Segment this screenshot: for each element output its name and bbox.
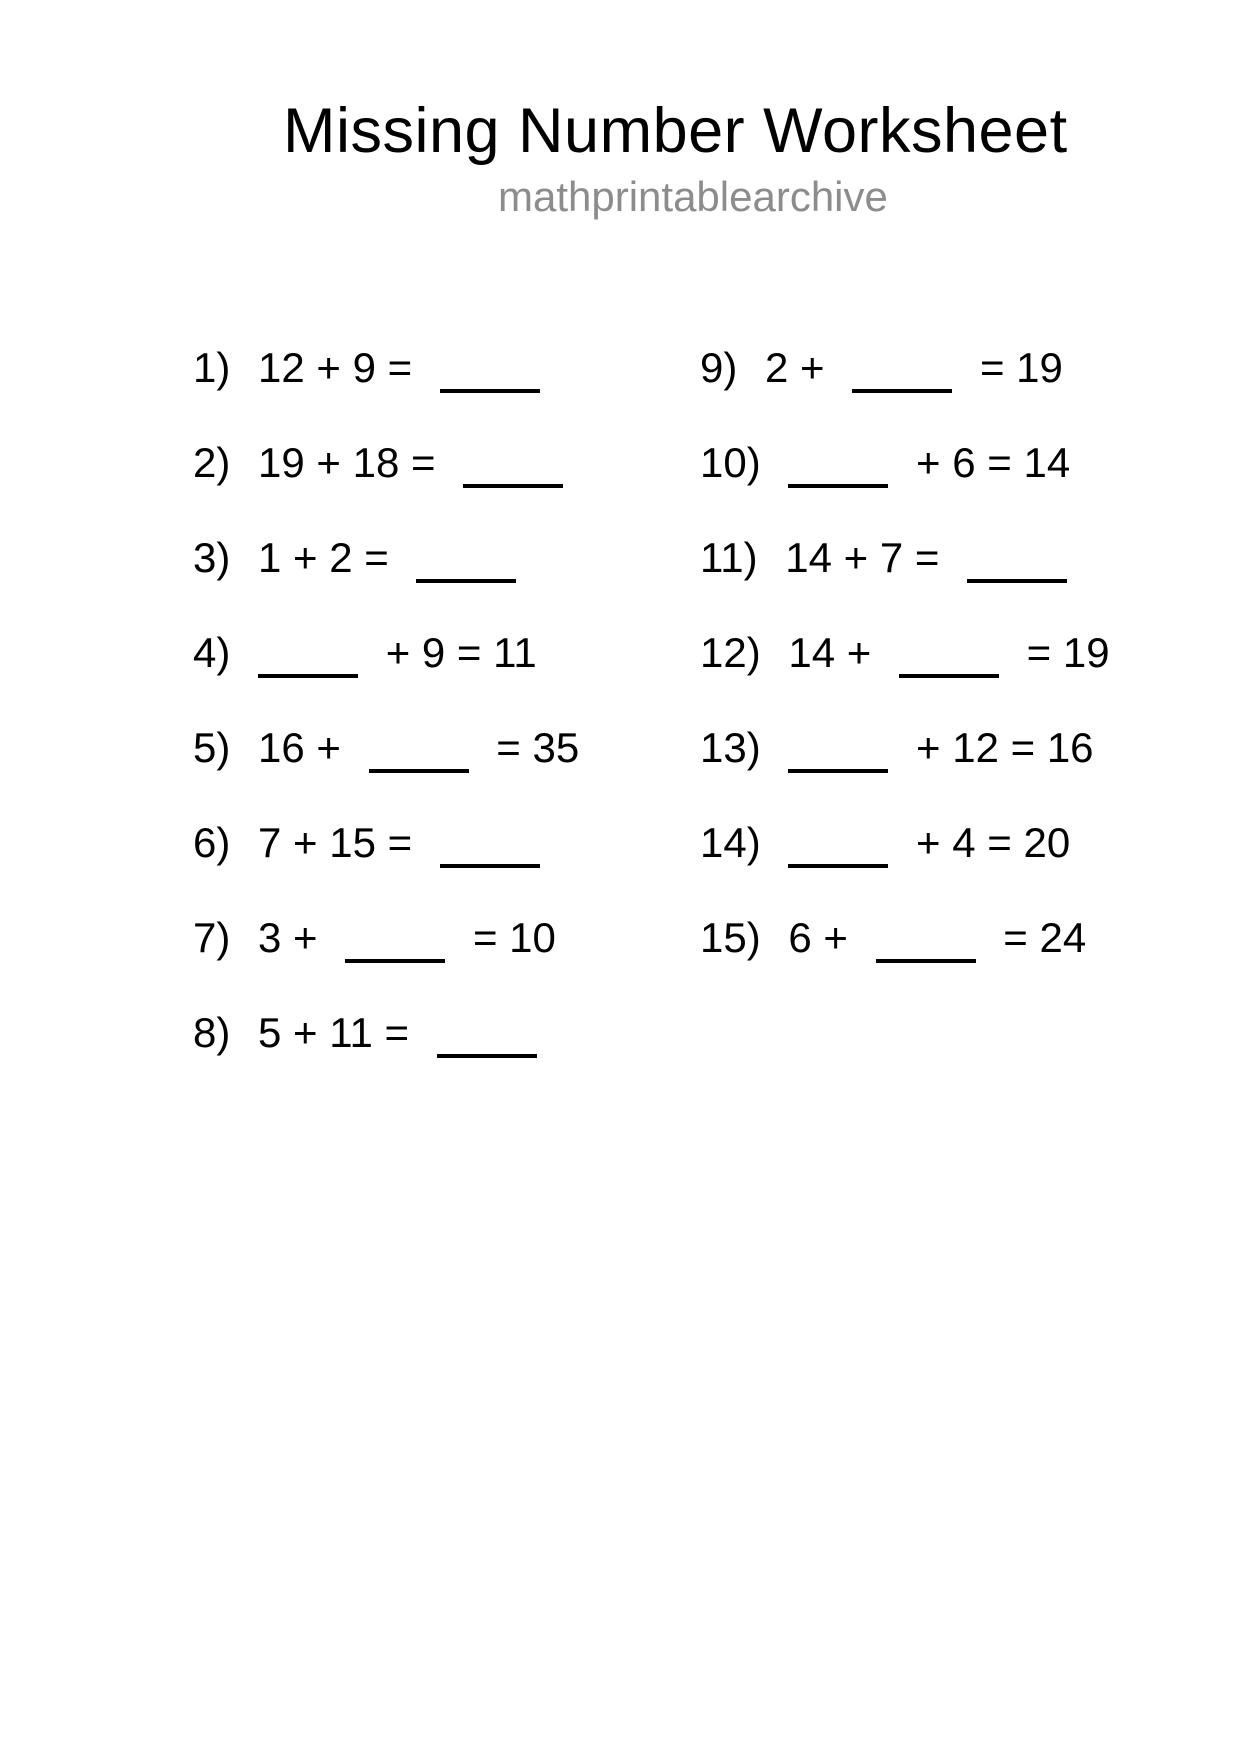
problem-number: 4) [193,629,231,676]
answer-blank [440,389,540,393]
problem-expression-pre: 14 + 7 = [785,534,940,581]
problem-item [700,724,1110,771]
answer-blank [967,579,1067,583]
problem-item [700,534,1110,581]
problem-number: 10) [700,439,761,486]
answer-blank [437,1054,537,1058]
problem-number: 2) [193,439,231,486]
page-subtitle: mathprintablearchive [498,173,888,220]
answer-blank [852,389,952,393]
problem-expression-post: = 19 [1026,629,1110,676]
problem-expression-pre: 1 + 2 = [258,534,389,581]
answer-blank [876,959,976,963]
problem-item [193,914,579,961]
problem-expression-pre: 19 + 18 = [258,439,436,486]
answer-blank [416,579,516,583]
problem-number: 7) [193,914,231,961]
answer-blank [463,484,563,488]
problem-expression-post: = 24 [1003,914,1087,961]
answer-blank [788,864,888,868]
problem-expression-post: = 35 [496,724,580,771]
answer-blank [345,959,445,963]
problem-number: 15) [700,914,761,961]
problem-expression-pre: 16 + [258,724,341,771]
problem-item [193,344,579,391]
problem-expression-post: + 4 = 20 [916,819,1071,866]
problem-expression-post: = 10 [472,914,556,961]
problem-number: 1) [193,344,231,391]
problem-number: 6) [193,819,231,866]
problem-number: 11) [700,534,758,581]
answer-blank [788,484,888,488]
problem-item [193,629,579,676]
problem-expression-post: = 19 [979,344,1063,391]
problem-number: 5) [193,724,231,771]
problem-expression-pre: 2 + [765,344,825,391]
problem-item [193,1009,579,1056]
problem-item [700,344,1110,391]
answer-blank [369,769,469,773]
problem-expression-pre: 6 + [788,914,848,961]
answer-blank [440,864,540,868]
problem-item [193,534,579,581]
problem-expression-post: + 12 = 16 [916,724,1094,771]
problem-item [193,439,579,486]
problem-expression-post: + 6 = 14 [916,439,1071,486]
problem-number: 9) [700,344,738,391]
problem-item [700,439,1110,486]
problem-number: 12) [700,629,761,676]
answer-blank [258,674,358,678]
problem-expression-pre: 7 + 15 = [258,819,413,866]
answer-blank [899,674,999,678]
problem-number: 13) [700,724,761,771]
problems-column-left [193,344,580,1107]
problem-number: 3) [193,534,231,581]
problem-expression-pre: 14 + [788,629,872,676]
problem-expression-pre: 12 + 9 = [258,344,413,391]
problem-number: 14) [700,819,761,866]
page-title: Missing Number Worksheet [283,96,1068,166]
problem-item [193,724,580,771]
problem-expression-post: + 9 = 11 [385,629,537,676]
problem-item [193,819,579,866]
problem-item [700,629,1110,676]
problems-column-right [700,344,1110,1012]
problem-item [700,819,1110,866]
problem-expression-pre: 5 + 11 = [258,1009,410,1056]
problem-item [700,914,1110,961]
answer-blank [788,769,888,773]
problem-expression-pre: 3 + [258,914,318,961]
problem-number: 8) [193,1009,231,1056]
